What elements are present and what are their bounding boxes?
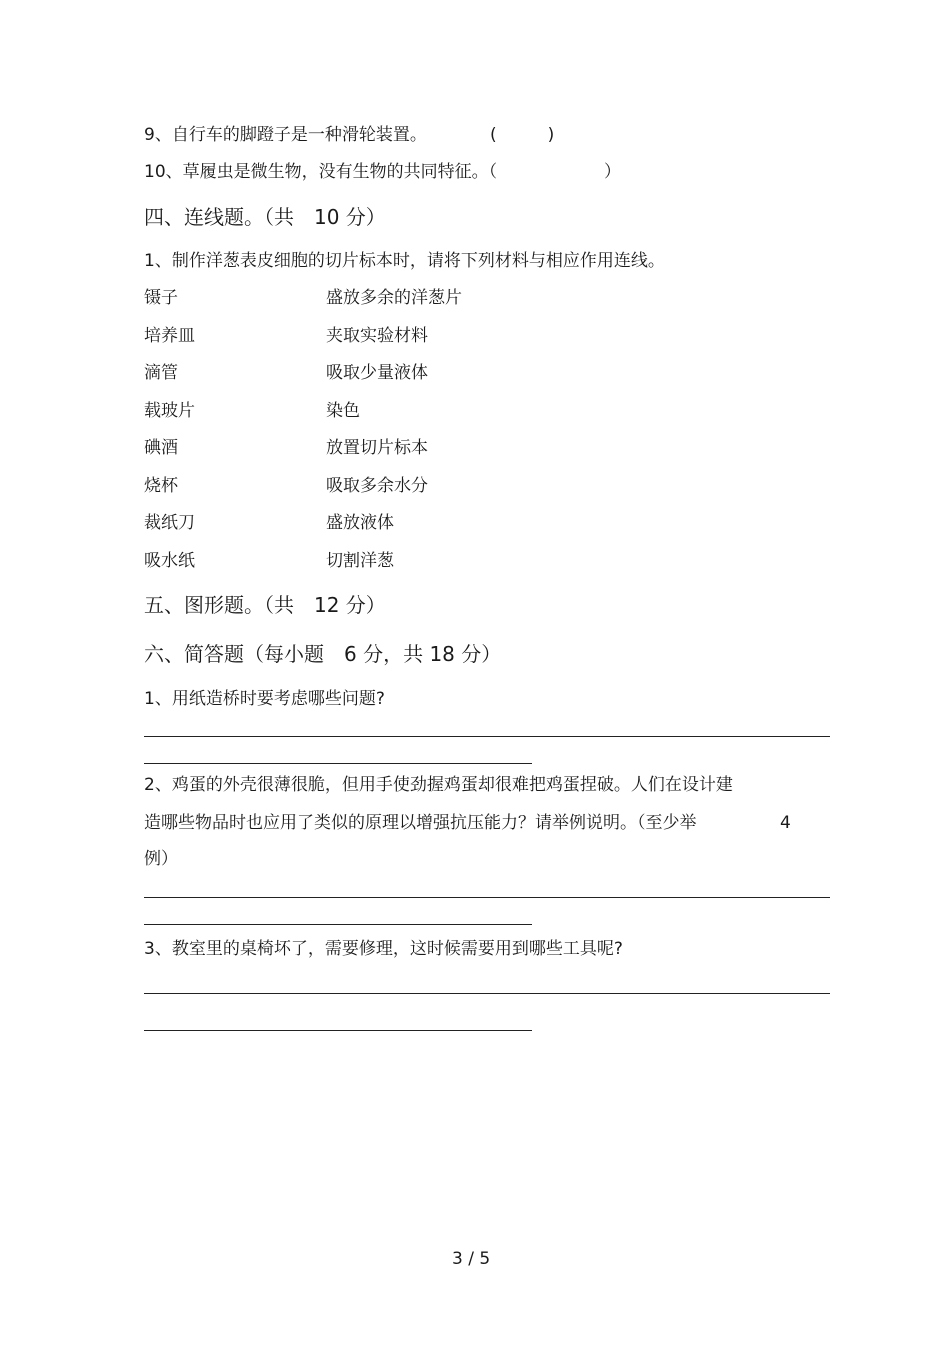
- material-item: 滴管: [144, 363, 178, 383]
- material-item: 吸水纸: [144, 551, 195, 571]
- question-9: 9、自行车的脚蹬子是一种滑轮装置。: [144, 125, 427, 145]
- material-item: 烧杯: [144, 476, 178, 496]
- section-6-question-1: 1、用纸造桥时要考虑哪些问题?: [144, 689, 385, 709]
- section-4-question-1: 1、制作洋葱表皮细胞的切片标本时，请将下列材料与相应作用连线。: [144, 251, 665, 271]
- answer-line: [144, 736, 830, 737]
- function-item: 放置切片标本: [326, 438, 428, 458]
- answer-paren-9: ( ): [490, 125, 555, 145]
- answer-line: [144, 897, 830, 898]
- section-6-question-2-line-3: 例）: [144, 849, 178, 869]
- material-item: 培养皿: [144, 326, 195, 346]
- section-6-question-2-line-1: 2、鸡蛋的外壳很薄很脆，但用手使劲握鸡蛋却很难把鸡蛋捏破。人们在设计建: [144, 775, 733, 795]
- section-6-question-3: 3、教室里的桌椅坏了，需要修理，这时候需要用到哪些工具呢?: [144, 939, 623, 959]
- section-6-question-2-line-2: 造哪些物品时也应用了类似的原理以增强抗压能力？请举例说明。（至少举: [144, 813, 697, 833]
- answer-line: [144, 763, 532, 764]
- function-item: 切割洋葱: [326, 551, 394, 571]
- function-item: 盛放多余的洋葱片: [326, 288, 462, 308]
- answer-paren-10-close: ）: [604, 162, 621, 182]
- function-item: 夹取实验材料: [326, 326, 428, 346]
- answer-line: [144, 924, 532, 925]
- material-item: 裁纸刀: [144, 513, 195, 533]
- function-item: 盛放液体: [326, 513, 394, 533]
- section-5-heading: 五、图形题。（共 12 分）: [144, 593, 386, 617]
- question-10: 10、草履虫是微生物，没有生物的共同特征。（: [144, 162, 498, 182]
- answer-line: [144, 993, 830, 994]
- page-number: 3 / 5: [452, 1249, 491, 1269]
- section-6-heading: 六、简答题（每小题 6 分，共 18 分）: [144, 642, 502, 666]
- material-item: 碘酒: [144, 438, 178, 458]
- section-4-heading: 四、连线题。（共 10 分）: [144, 205, 386, 229]
- function-item: 吸取多余水分: [326, 476, 428, 496]
- answer-line: [144, 1030, 532, 1031]
- section-6-question-2-number: 4: [780, 813, 791, 833]
- material-item: 镊子: [144, 288, 178, 308]
- function-item: 吸取少量液体: [326, 363, 428, 383]
- material-item: 载玻片: [144, 401, 195, 421]
- function-item: 染色: [326, 401, 360, 421]
